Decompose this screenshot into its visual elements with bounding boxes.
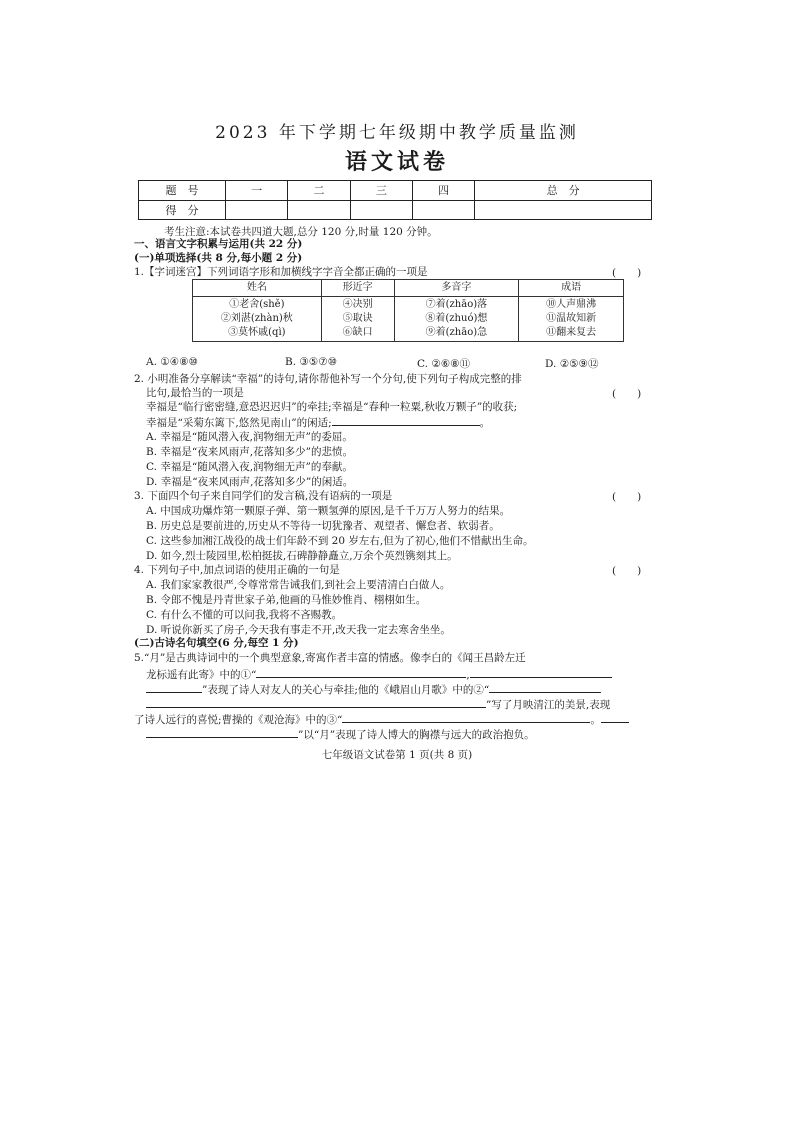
q1-item: ⑦着(zhāo)落 (425, 299, 488, 310)
q5-line2-text: 龙标遥有此寄》中的①“ (146, 669, 257, 681)
score-table-score-row (139, 200, 652, 220)
q1-item: ⑨着(zhāo)急 (425, 327, 488, 338)
q1-item: ⑧着(zhuó)想 (425, 313, 488, 324)
q1-header-name: 姓名 (193, 280, 322, 297)
q1-header-idiom: 成语 (519, 280, 624, 297)
q1-item: ②刘湛(zhàn)秋 (220, 313, 293, 324)
q4-option-d[interactable]: D. 听说你新买了房子,今天我有事走不开,改天我一定去寒舍坐坐。 (146, 624, 451, 636)
score-input-cell[interactable] (475, 200, 652, 220)
q2-option-c[interactable]: C. 幸福是“随风潜入夜,润物细无声”的奉献。 (146, 461, 353, 473)
q3-option-d[interactable]: D. 如今,烈士陵园里,松柏挺拔,石碑静静矗立,万余个英烈镌刻其上。 (146, 550, 458, 562)
q5-line1: 5.“月”是古典诗词中的一个典型意象,寄寓作者丰富的情感。像李白的《闻王昌龄左迁 (134, 652, 526, 664)
score-header-cell: 题 号 (139, 181, 226, 201)
exam-title: 2023 年下学期七年级期中教学质量监测 (215, 123, 579, 143)
exam-subject-title: 语文试卷 (344, 149, 449, 175)
q1-item: ①老舍(shě) (229, 299, 285, 310)
q5-line4-text: ”写了月映清江的美景,表现 (486, 699, 611, 711)
q1-item: ④决别 (342, 299, 373, 310)
q5-line2 (146, 666, 612, 682)
q1-table (192, 279, 624, 342)
q2-blank[interactable] (332, 414, 480, 426)
q1-table-body (193, 297, 624, 342)
score-input-cell[interactable] (288, 200, 350, 220)
q2-stem-line4 (146, 414, 490, 430)
q2-answer-paren[interactable]: ( ) (612, 388, 642, 400)
q5-blank-2b[interactable] (146, 696, 486, 708)
q1-option-a[interactable]: A. ①④⑧⑩ (146, 356, 198, 368)
q1-header-shape: 形近字 (321, 280, 394, 297)
q4-stem: 4. 下列句子中,加点词语的使用正确的一句是 (134, 564, 340, 576)
q1-answer-paren[interactable]: ( ) (612, 267, 642, 279)
q5-blank-2a[interactable] (489, 681, 601, 693)
q4-answer-paren[interactable]: ( ) (612, 565, 642, 577)
q4-option-b[interactable]: B. 令郎不愧是丹青世家子弟,他画的马惟妙惟肖、栩栩如生。 (146, 594, 427, 606)
q1-item: ③莫怀戚(qì) (228, 327, 286, 338)
q3-option-c[interactable]: C. 这些参加湘江战役的战士们年龄不到 20 岁左右,但为了初心,他们不惜献出生命。 (146, 535, 534, 547)
q5-line5 (134, 711, 629, 727)
q1-col-polyphones (394, 297, 519, 342)
q5-line3-text: ”表现了诗人对友人的关心与牵挂;他的《峨眉山月歌》中的②“ (202, 684, 490, 696)
q5-line3 (146, 681, 601, 697)
q2-line4-end: 。 (479, 417, 491, 429)
q1-item: ⑪翻来复去 (546, 327, 597, 338)
q5-line6-text: ”以“月”表现了诗人博大的胸襟与远大的政治抱负。 (298, 729, 535, 741)
q1-option-b[interactable]: B. ③⑤⑦⑩ (285, 356, 338, 368)
q5-line2-comma: , (466, 669, 470, 681)
q5-blank-3b[interactable] (601, 711, 629, 723)
q5-line5-text: 了诗人远行的喜悦;曹操的《观沧海》中的③“ (134, 714, 343, 726)
q1-col-names (193, 297, 322, 342)
q1-col-shapes (321, 297, 394, 342)
score-input-cell[interactable] (226, 200, 288, 220)
score-table (138, 180, 652, 220)
q1-table-header (193, 280, 624, 297)
q4-option-c[interactable]: C. 有什么不懂的可以问我,我将不吝赐教。 (146, 609, 343, 621)
q1-col-idioms (519, 297, 624, 342)
q3-option-a[interactable]: A. 中国成功爆炸第一颗原子弹、第一颗氢弹的原因,是千千万万人努力的结果。 (146, 505, 511, 517)
score-header-cell: 二 (288, 181, 350, 201)
q2-line4-text: 幸福是“采菊东篱下,悠然见南山”的闲适; (146, 417, 332, 429)
section1-title: 一、语言文字积累与运用(共 22 分) (134, 238, 303, 250)
q3-option-b[interactable]: B. 历史总是要前进的,历史从不等待一切犹豫者、观望者、懈怠者、软弱者。 (146, 520, 500, 532)
q5-blank-3c[interactable] (146, 726, 298, 738)
score-input-cell[interactable] (412, 200, 474, 220)
q1-item: ⑪温故知新 (546, 313, 597, 324)
q2-stem-line2: 比句,最恰当的一项是 (146, 387, 244, 399)
q1-option-d[interactable]: D. ②⑤⑨⑫ (545, 358, 599, 370)
score-header-cell: 总 分 (475, 181, 652, 201)
q1-stem: 1.【字词迷宫】下列词语字形和加横线字字音全都正确的一项是 (134, 266, 428, 278)
q2-option-a[interactable]: A. 幸福是“随风潜入夜,润物细无声”的委屈。 (146, 431, 353, 443)
q1-option-c[interactable]: C. ②⑥⑧⑪ (417, 358, 471, 370)
exam-note: 考生注意:本试卷共四道大题,总分 120 分,时量 120 分钟。 (164, 226, 438, 238)
q5-line4 (146, 696, 610, 712)
score-input-cell[interactable] (350, 200, 412, 220)
q2-option-d[interactable]: D. 幸福是“夜来风雨声,花落知多少”的闲适。 (146, 476, 354, 488)
part2-title: (二)古诗名句填空(6 分,每空 1 分) (134, 637, 299, 649)
score-table-header-row (139, 181, 652, 201)
q2-stem-line1: 2. 小明准备分享解读“幸福”的诗句,请你帮他补写一个分句,使下列句子构成完整的排 (134, 373, 522, 385)
q3-stem: 3. 下面四个句子来自同学们的发言稿,没有语病的一项是 (134, 490, 393, 502)
q1-header-polyphone: 多音字 (394, 280, 519, 297)
q1-item: ⑩人声鼎沸 (546, 299, 597, 310)
q5-line6 (146, 726, 535, 742)
q3-answer-paren[interactable]: ( ) (612, 491, 642, 503)
q5-blank-3a[interactable] (342, 711, 590, 723)
q1-item: ⑤取诀 (342, 313, 373, 324)
score-header-cell: 三 (350, 181, 412, 201)
score-header-cell: 四 (412, 181, 474, 201)
score-header-cell: 一 (226, 181, 288, 201)
page-footer: 七年级语文试卷第 1 页(共 8 页) (321, 749, 473, 761)
q2-option-b[interactable]: B. 幸福是“夜来风雨声,花落知多少”的悲愤。 (146, 446, 353, 458)
q5-blank-1c[interactable] (146, 681, 202, 693)
part1-title: (一)单项选择(共 8 分,每小题 2 分) (134, 252, 303, 264)
score-row-label: 得 分 (139, 200, 226, 220)
q5-line5-end: 。 (590, 714, 601, 726)
q5-blank-1a[interactable] (256, 666, 466, 678)
q2-stem-line3: 幸福是“临行密密缝,意恐迟迟归”的牵挂;幸福是“春种一粒粟,秋收万颗子”的收获; (146, 401, 518, 413)
q5-blank-1b[interactable] (470, 666, 612, 678)
q1-item: ⑥缺口 (342, 327, 373, 338)
q4-option-a[interactable]: A. 我们家家教很严,令尊常常告诫我们,到社会上要清清白白做人。 (146, 579, 451, 591)
